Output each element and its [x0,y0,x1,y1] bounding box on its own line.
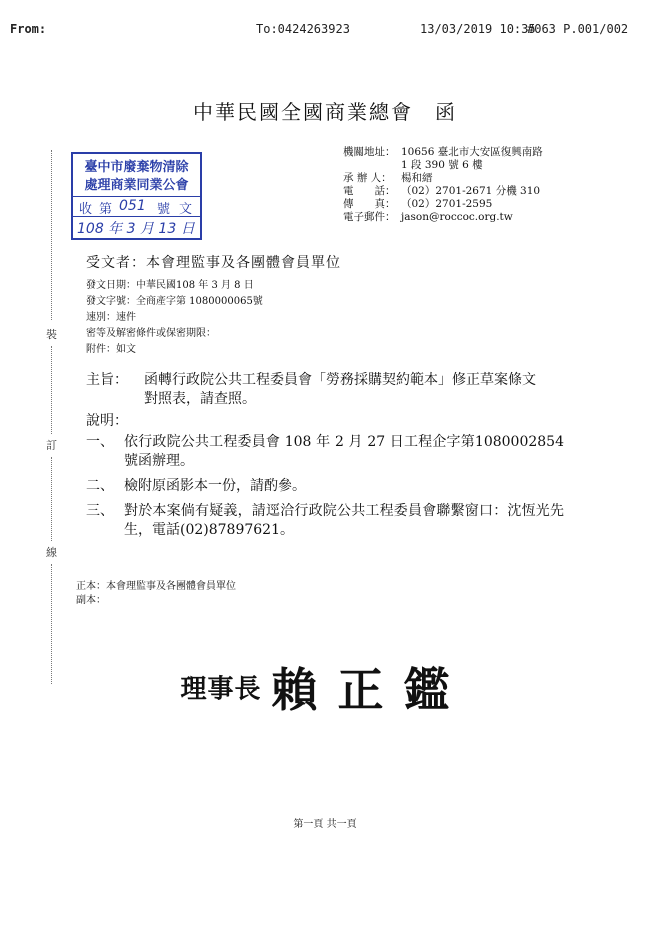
fax-from-label: From: [10,22,47,36]
contact-block [343,146,543,224]
stamp-receipt-label: 收 [79,202,93,217]
delivery-speed: 速別：速件 [86,312,136,323]
subject-text: 函轉行政院公共工程委員會「勞務採購契約範本」修正草案條文對照表，請查照。 [144,372,536,407]
binding-mark-bind: 裝 [46,328,57,341]
stamp-receipt-number: 051 [119,198,146,214]
item-number: 一、 [86,434,114,450]
main-recipient-line: 正本：本會理監事及各團體會員單位 [76,581,236,592]
stamp-receipt-doc: 文 [179,202,193,217]
fax-label: 傳 真： [343,198,396,210]
phone-value: （02）2701-2671 分機 310 [401,185,541,197]
item-number: 三、 [86,503,114,519]
fax-value: （02）2701-2595 [401,198,493,210]
subject-block [86,371,566,409]
explanation-label: 說明： [86,413,128,429]
stamp-org-line2: 處理商業同業公會 [84,178,189,193]
binding-dotted-line [51,564,53,684]
address-line2: 1 段 390 號 6 樓 [401,159,483,171]
subject-label: 主旨： [86,372,128,388]
binding-mark-staple: 訂 [46,439,57,452]
item-text: 檢附原函影本一份，請酌參。 [124,478,306,494]
stamp-org-line1: 臺中市廢棄物清除 [84,160,189,175]
binding-mark-line: 線 [46,546,57,559]
chairman-signature-seal [0,654,650,720]
explanation-item [86,502,566,540]
stamp-date-row [73,216,200,237]
receipt-stamp [71,152,202,240]
email-label: 電子郵件： [343,211,396,223]
stamp-receipt-no: 號 [157,202,171,217]
handler-label: 承 辦 人： [343,172,392,184]
binding-dotted-line [51,346,53,434]
page-footer: 第一頁 共一頁 [293,819,357,830]
secrecy-level: 密等及解密條件或保密期限： [86,328,216,339]
stamp-receipt-row [73,196,200,217]
recipient-line: 受文者：本會理監事及各團體會員單位 [86,255,341,271]
binding-dotted-line [51,457,53,541]
item-text: 依行政院公共工程委員會 108 年 2 月 27 日工程企字第1080002854 號函辦理。 [124,434,564,469]
signature-name: 賴正鑑 [271,663,470,717]
email-value: jason@roccoc.org.tw [401,211,513,223]
phone-label: 電 話： [343,185,396,197]
explanation-item [86,433,566,471]
attachment-line: 附件：如文 [86,344,136,355]
address-line1: 10656 臺北市大安區復興南路 [401,146,543,158]
issue-date: 發文日期：中華民國108 年 3 月 8 日 [86,280,254,291]
signature-role: 理事長 [180,674,262,705]
fax-page-indicator: #063 P.001/002 [527,22,629,36]
address-label: 機關地址： [343,146,396,158]
fax-to-number: To:0424263923 [256,22,350,36]
item-number: 二、 [86,478,114,494]
stamp-receipt-mid: 第 [99,202,113,217]
binding-dotted-line [51,150,53,320]
item-text: 對於本案倘有疑義，請逕洽行政院公共工程委員會聯繫窗口：沈恆光先生，電話(02)87897621。 [124,503,564,538]
document-title: 中華民國全國商業總會 函 [193,100,457,124]
cc-line: 副本： [76,595,106,606]
explanation-item [86,477,566,496]
issue-number: 發文字號：全商產字第 1080000065號 [86,296,263,307]
handler-name: 楊和縉 [401,172,433,184]
fax-datetime: 13/03/2019 10:35 [420,22,536,36]
stamp-date: 108 年 3 月 13 日 [77,221,195,237]
